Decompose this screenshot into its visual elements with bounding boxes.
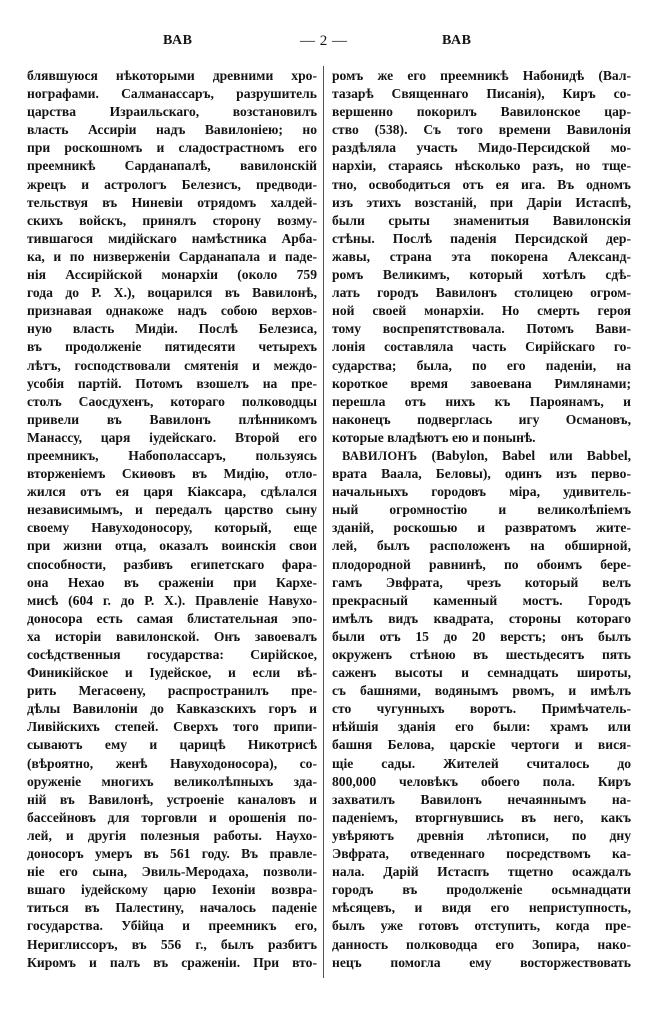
text-line [332,899,631,917]
text-line-content: паденіемъ, вторгнувшись въ него, какъ [332,809,631,825]
text-line-content: нія Ассирійской монархіи (около 759 [27,267,317,283]
text-line [27,411,317,429]
text-line [27,338,317,356]
text-line-content: ромъ Великимъ, который хотѣлъ сдѣ- [332,267,631,283]
text-line-content: сосѣдственныя государства: Сирійское, [27,647,317,662]
text-line [332,809,631,827]
text-line [332,139,631,157]
text-line [27,447,317,465]
text-line [332,574,631,592]
text-line [27,809,317,827]
text-line [332,103,631,121]
text-line [332,266,631,284]
text-line [332,447,631,465]
text-line [27,248,317,266]
text-line-content: (Babylon, Babel или Babbel, [431,447,631,463]
text-line-content: жавы, страна эта покорена Александ- [332,248,631,264]
text-line-content: мѣсяцевъ, и видя его неприступность, [332,900,631,916]
text-line [332,936,631,954]
text-line-content: были срыты знаменитыя Вавилонскія [332,212,631,228]
text-line [332,302,631,320]
running-head-left: ВАВ [163,33,193,48]
text-line [332,230,631,248]
text-line [332,646,631,664]
text-line-content: раздѣляла участь Мидо-Персидской мо- [332,140,631,156]
text-line-content: сываютъ ему и царицѣ Никотрисѣ [27,737,317,753]
text-line [332,736,631,754]
text-line [27,556,317,574]
text-line-content: наконецъ подверглась игу Османовъ, [332,411,631,427]
text-line [332,664,631,682]
text-line [27,917,317,935]
text-line-content: ніе его сына, Эвиль-Меродаха, позволи- [27,864,317,880]
text-line [27,537,317,555]
text-line-content: въ продолженіе пятидесяти четырехъ [27,339,317,355]
text-line [332,700,631,718]
text-line-content: нѣйшія зданія его были: храмъ или [332,719,631,735]
text-line-content: башня Белова, царскіе чертоги и вися- [332,737,631,753]
text-line-content: власть Ассиріи надъ Вавилоніею; но [27,122,317,138]
text-line-content: привели въ Вавилонъ плѣнникомъ [27,411,317,427]
text-line-content: лей, былъ расположенъ на обширной, [332,538,631,554]
text-line-content: способности, разбивъ египетскаго фара- [27,556,317,572]
text-line-content: сударства; была, по его паденіи, на [332,357,631,373]
text-line-content: вторженіемъ Скиѳовъ въ Мидію, отло- [27,466,317,482]
text-line-content: она Нехао въ сраженіи при Кархе- [27,574,317,590]
text-line-content: Финикійское и Іудейское, и если вѣ- [27,665,317,681]
text-line-content: съ башнями, водянымъ рвомъ, и имѣлъ [332,683,631,699]
text-line [27,863,317,881]
text-line-content: ство (538). Съ того времени Вавилонія [332,122,631,138]
text-line [27,139,317,157]
text-line [332,248,631,266]
text-line-content: ха исторіи вавилонской. Онъ завоевалъ [27,628,317,644]
text-line [27,574,317,592]
text-line [27,302,317,320]
text-line [332,411,631,429]
text-line-content: ный огромностію и великолѣпіемъ [332,502,631,518]
text-line [332,393,631,411]
text-line [332,556,631,574]
text-line-content: лать городъ Вавилонъ столицею огром- [332,285,631,301]
text-line-content: 800,000 человѣкъ обоего пола. Киръ [332,773,631,789]
text-line [332,375,631,393]
text-line-content: Киромъ и палъ въ сраженіи. При вто- [27,954,317,970]
text-line-content: сто чугунныхъ воротъ. Примѣчатель- [332,701,631,717]
text-line-content: титься въ Палестину, началось паденіе [27,900,317,916]
text-line [27,212,317,230]
text-line-content: лонія составляла часть Сирійскаго го- [332,339,631,355]
text-line [332,338,631,356]
text-line [27,230,317,248]
text-line [332,718,631,736]
text-line-content: жрецъ и астрологъ Белезисъ, предводи- [27,176,317,192]
text-line [27,936,317,954]
text-line [332,121,631,139]
text-line-content: Эвфрата, отведеннаго посредствомъ ка- [332,846,631,862]
text-line [27,157,317,175]
text-line [27,736,317,754]
text-line-content: преемникѣ Сарданапалѣ, вавилонскій [27,158,317,174]
text-line [332,628,631,646]
text-line [27,85,317,103]
text-line-content: ній въ Вавилонѣ, устроеніе каналовъ и [27,791,317,807]
text-line [27,610,317,628]
text-line [332,519,631,537]
text-line [27,628,317,646]
text-line [332,537,631,555]
text-line [27,483,317,501]
text-line-content: своему Навуходоносору, который, еще [27,520,317,536]
text-line [332,863,631,881]
text-line-content: тазарѣ Священнаго Писанія), Киръ со- [332,86,631,102]
text-line-content: Манассу, царя іудейскаго. Второй его [27,429,317,445]
text-line-content: ка, и по низверженіи Сарданапала и паде- [27,248,317,264]
text-line-content: тившагося мидійскаго намѣстника Арба- [27,230,317,246]
text-line-content: вшаго іудейскому царю Іехоніи возвра- [27,882,317,898]
text-line [332,881,631,899]
text-line-content: бассейновъ для торговли и орошенія по- [27,809,317,825]
text-line-content: доносоръ умеръ въ 561 году. Въ правле- [27,846,317,862]
text-line-content: перешла отъ нихъ къ Пароянамъ, и [332,393,631,409]
text-line-content: Ливійскихъ степей. Сверхъ того припи- [27,719,317,735]
text-line-content: увѣряютъ древнія лѣтописи, по дну [332,827,631,843]
text-line-content: оруженіе многихъ великолѣпныхъ зда- [27,773,317,789]
running-head-right: ВАВ [442,33,472,48]
text-line-content: окруженъ стѣною въ шестьдесятъ пять [332,647,631,662]
text-line [27,755,317,773]
text-line [332,67,631,85]
text-line [27,103,317,121]
text-line [27,67,317,85]
text-line [27,121,317,139]
left-column [27,67,317,972]
text-line-content: стѣны. Послѣ паденія Персидской дер- [332,230,631,246]
text-line-content: зданій, роскошью и развратомъ жите- [332,520,631,536]
text-line [27,501,317,519]
text-line [27,320,317,338]
text-line [27,375,317,393]
text-line [27,519,317,537]
text-line [27,881,317,899]
text-line [332,501,631,519]
text-line-content: мисѣ (604 г. до Р. Х.). Правленіе Навухо- [27,592,317,608]
text-line-content: былъ уже готовъ отступить, когда пре- [332,918,631,934]
text-line-content: года до Р. Х.), воцарился въ Вавилонѣ, [27,285,317,301]
text-line-content: были отъ 15 до 20 верстъ; онъ былъ [332,628,631,644]
text-line-content: усобія партій. Потомъ взошелъ на пре- [27,375,317,391]
text-line-content: ромъ же его преемникѣ Набонидѣ (Вал- [332,68,631,83]
text-line [332,592,631,610]
page-number: — 2 — [300,33,348,49]
text-line-content: гамъ Эвфрата, чрезъ который велъ [332,574,631,590]
text-line-content: доносора есть самая блистательная эпо- [27,610,317,626]
text-line-content: захватилъ Вавилонъ нечаяннымъ на- [332,791,631,807]
text-line [27,194,317,212]
text-line-content: признавая однакоже надъ собою верхов- [27,303,317,319]
text-line [27,266,317,284]
text-line-content: Нериглиссоръ, въ 556 г., былъ разбитъ [27,936,317,952]
text-line-content: саженъ высоты и семнадцать широты, [332,665,631,681]
text-line [27,954,317,972]
text-line-content: блявшуюся нѣкоторыми древними хро- [27,68,317,83]
text-line-content: данность полководца его Зопира, нако- [332,936,631,952]
text-line-content: плодородной равнинѣ, по обоимъ бере- [332,556,631,572]
text-line-content: нархіи, стараясь нѣсколько разъ, но тще- [332,158,631,174]
text-line [27,393,317,411]
text-line-content: прекрасный каменный мостъ. Городъ [332,592,631,608]
text-line-content: врата Ваала, Беловы), одинъ изъ перво- [332,466,631,482]
entry-headword: ВАВИЛОНЪ [342,448,432,463]
text-line-content: жился отъ ея царя Кіаксара, сдѣлался [27,484,317,500]
text-line [27,664,317,682]
text-line-content: изъ этихъ возстаній, при Даріи Истаспѣ, [332,194,631,210]
text-line-content: лѣтъ, господствовали смятенія и междо- [27,357,317,373]
text-line-content: дѣлы Вавилоніи до Кавказскихъ горъ и [27,701,317,717]
text-line-content: рить Мегасѳену, распространилъ пре- [27,683,317,699]
text-line [332,755,631,773]
text-line [332,157,631,175]
text-line [27,899,317,917]
text-line-content: которые владѣютъ ею и понынѣ. [332,429,536,445]
text-line [332,610,631,628]
text-line [27,700,317,718]
text-line [332,284,631,302]
text-line [27,465,317,483]
text-line [27,682,317,700]
text-line [27,357,317,375]
text-line-content: независимымъ, и передалъ царство сыну [27,502,317,518]
text-line [27,773,317,791]
text-line [27,845,317,863]
text-line-content: (вѣроятно, женѣ Навуходоносора), со- [27,755,317,771]
text-line-content: ную власть Мидіи. Послѣ Белезиса, [27,321,317,337]
text-line [332,320,631,338]
text-line [27,646,317,664]
text-line [332,845,631,863]
text-line-content: тно, освободиться отъ ея ига. Въ одномъ [332,176,631,192]
text-line [27,429,317,447]
text-line-content: лей, и другія полезныя работы. Наухо- [27,827,317,843]
right-column [332,67,631,972]
text-line-content: щіе сады. Жителей считалось до [332,755,631,771]
text-line [27,592,317,610]
text-line [332,682,631,700]
text-line [332,483,631,501]
text-line-content: столъ Саосдухенъ, котораго полководцы [27,393,317,409]
text-line [332,176,631,194]
text-line [332,212,631,230]
text-line-content: царства Израильскаго, возстановилъ [27,104,317,120]
text-line-content: ной своей монархіи. Но смерть героя [332,303,631,319]
text-line [332,954,631,972]
text-line [332,917,631,935]
text-line [332,465,631,483]
text-line-content: нографами. Салманассаръ, разрушитель [27,86,317,102]
text-line [332,194,631,212]
text-line-content: тельствуя въ Ниневіи отрядомъ халдей- [27,194,317,210]
text-line [27,718,317,736]
text-line [332,357,631,375]
text-line-content: городъ въ продолженіе осьмнадцати [332,882,631,898]
text-line [332,827,631,845]
text-line-content: при жизни отца, оказалъ воинскія свои [27,538,317,554]
text-line-content: при роскошномъ и сладострастномъ его [27,140,317,156]
text-line-content: нецъ помогла ему восторжествовать [332,954,631,970]
text-line [27,791,317,809]
text-line [332,429,631,447]
text-line [332,85,631,103]
text-line [27,176,317,194]
text-line [27,284,317,302]
text-line [332,773,631,791]
text-line-content: короткое время завоевана Римлянами; [332,375,631,391]
text-line-content: начальныхъ городовъ міра, удивитель- [332,484,631,500]
text-line-content: нала. Дарій Истаспъ тщетно осаждалъ [332,864,631,880]
text-line [27,827,317,845]
column-divider [323,66,324,978]
text-line-content: имѣлъ видъ квадрата, стороны котораго [332,610,631,626]
text-line-content: государства. Убійца и преемникъ его, [27,918,317,934]
text-line-content: вершенно покорилъ Вавилонское цар- [332,104,631,120]
text-line-content: преемникъ, Набополассаръ, пользуясь [27,447,317,463]
text-line-content: тому воспрепятствовала. Потомъ Вави- [332,321,631,337]
text-line [332,791,631,809]
text-line-content: скихъ войскъ, принялъ сторону возму- [27,212,317,228]
